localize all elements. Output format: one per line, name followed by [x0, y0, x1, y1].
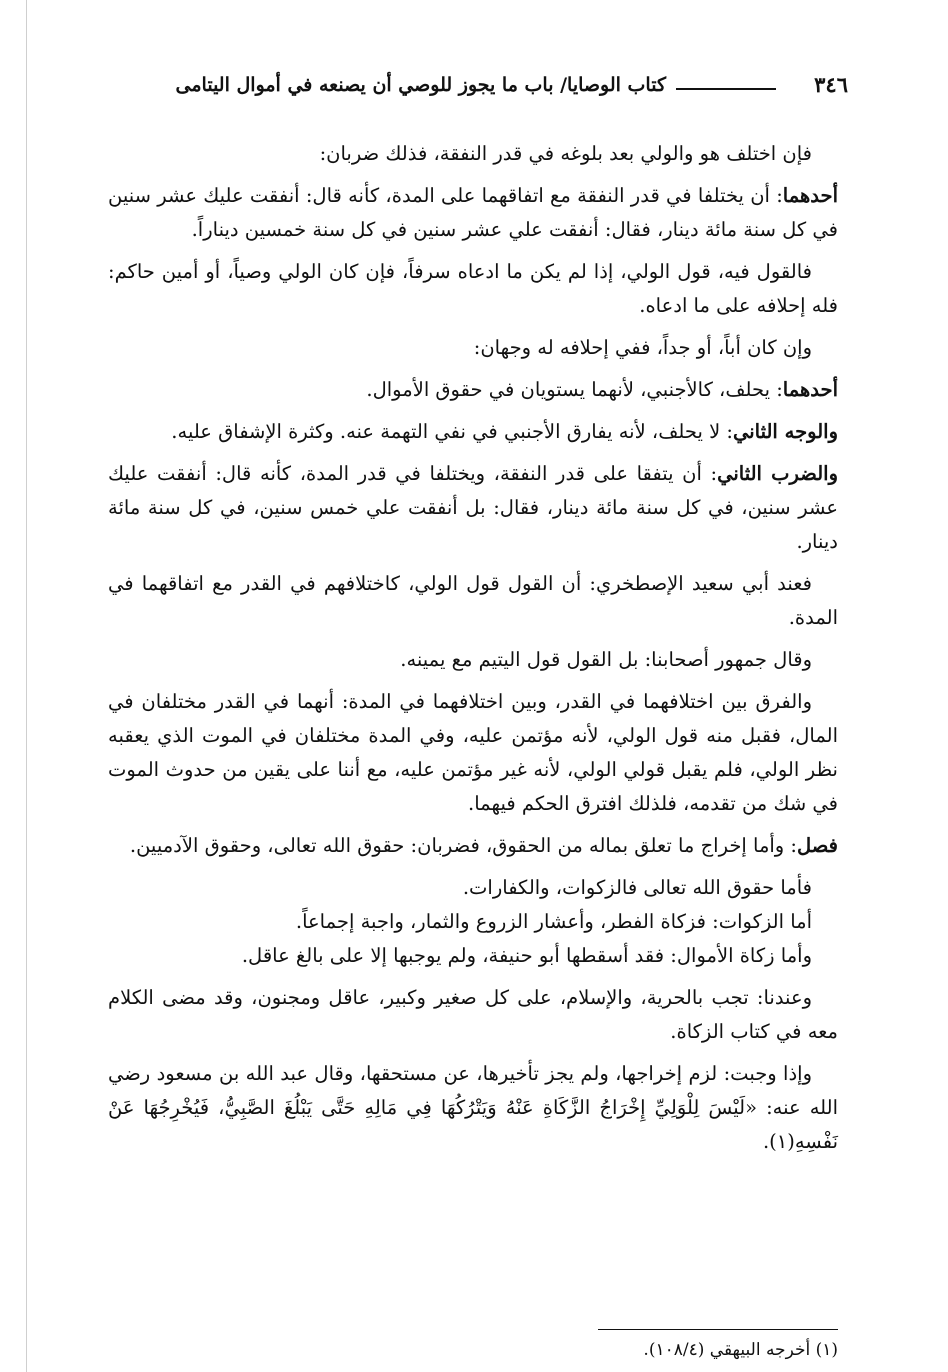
paragraph-lead: فصل	[797, 834, 838, 857]
paragraph-lead: أحدهما	[782, 184, 838, 207]
paragraph	[108, 255, 838, 323]
paragraph-text: فأما حقوق الله تعالى فالزكوات، والكفارات.	[462, 876, 812, 899]
header-rule	[676, 88, 776, 90]
paragraph-text: وإذا وجبت: لزم إخراجها، ولم يجز تأخيرها، عن مستحقها، وقال عبد الله بن مسعود رضي الله عنه: «لَيْسَ لِلْوَلِيِّ إِخْرَاجُ الزَّكَاةِ عَنْهُ وَيَتْرُكُهَا فِي مَالِهِ حَتَّى يَبْلُغَ الصَّبِيُّ، فَيُخْرِجُهَا عَنْ نَفْسِهِ(١).	[108, 1062, 838, 1153]
paragraph	[108, 415, 838, 449]
paragraph	[108, 871, 838, 905]
paragraph-text: وعندنا: تجب بالحرية، والإسلام، على كل صغير وكبير، عاقل ومجنون، وقد مضى الكلام معه في كتاب الزكاة.	[108, 986, 838, 1043]
paragraph	[108, 567, 838, 635]
paragraph-text: وإن كان أباً، أو جداً، ففي إحلافه له وجهان:	[473, 336, 812, 359]
paragraph-text: : لا يحلف، لأنه يفارق الأجنبي في نفي التهمة عنه. وكثرة الإشفاق عليه.	[171, 420, 733, 443]
paragraph	[108, 981, 838, 1049]
paragraph	[108, 829, 838, 863]
footnote: (١) أخرجه البيهقي (١٠٨/٤).	[643, 1340, 838, 1360]
page-number: ٣٤٦	[814, 72, 848, 97]
paragraph-lead: أحدهما	[782, 378, 838, 401]
paragraph-text: فإن اختلف هو والولي بعد بلوغه في قدر النفقة، فذلك ضربان:	[319, 142, 812, 165]
running-header	[70, 72, 848, 104]
paragraph-text: وقال جمهور أصحابنا: بل القول قول اليتيم مع يمينه.	[400, 648, 812, 671]
paragraph-text: : أن يختلفا في قدر النفقة مع اتفاقهما على المدة، كأنه قال: أنفقت عليك عشر سنين في كل سنة مائة دينار، فقال: أنفقت علي عشر سنين في كل سنة خمسين ديناراً.	[108, 184, 838, 241]
paragraph-text: فعند أبي سعيد الإصطخري: أن القول قول الولي، كاختلافهم في القدر مع اتفاقهما في المدة.	[108, 572, 838, 629]
paragraph-text: أما الزكوات: فزكاة الفطر، وأعشار الزروع والثمار، واجبة إجماعاً.	[295, 910, 812, 933]
paragraph	[108, 905, 838, 939]
paragraph-text: وأما زكاة الأموال: فقد أسقطها أبو حنيفة، ولم يوجبها إلا على بالغ عاقل.	[241, 944, 812, 967]
paragraph-text: : أن يتفقا على قدر النفقة، ويختلفا في قدر المدة، كأنه قال: أنفقت عليك عشر سنين، في كل سنة مائة دينار، فقال: بل أنفقت علي خمس سنين، في كل سنة مائة دينار.	[108, 462, 838, 553]
paragraph	[108, 137, 838, 171]
paragraph	[108, 643, 838, 677]
header-title: كتاب الوصايا/ باب ما يجوز للوصي أن يصنعه في أموال اليتامى	[175, 74, 666, 96]
paragraph	[108, 179, 838, 247]
paragraph-lead: والوجه الثاني	[732, 420, 838, 443]
paragraph-text: والفرق بين اختلافهما في القدر، وبين اختلافهما في المدة: أنهما في القدر مختلفان في المال، فقبل منه قول الولي، لأنه مؤتمن عليه، وفي المدة مختلفان في الموت الذي يعقبه نظر الولي، فلم يقبل قولي الولي، لأنه غير مؤتمن عليه، مع أننا على يقين من حدوث الموت في شك من تقدمه، فلذلك افترق الحكم فيهما.	[108, 690, 838, 815]
paragraph-text: : يحلف، كالأجنبي، لأنهما يستويان في حقوق الأموال.	[366, 378, 783, 401]
paragraph-lead: والضرب الثاني	[717, 462, 838, 485]
paragraph-text: : وأما إخراج ما تعلق بماله من الحقوق، فضربان: حقوق الله تعالى، وحقوق الآدميين.	[129, 834, 797, 857]
paragraph	[108, 457, 838, 559]
paragraph	[108, 331, 838, 365]
paragraph	[108, 939, 838, 973]
paragraph	[108, 373, 838, 407]
page-edge-line	[26, 0, 27, 1372]
footnote-separator	[598, 1329, 838, 1330]
paragraph-text: فالقول فيه، قول الولي، إذا لم يكن ما ادعاه سرفاً، فإن كان الولي وصياً، أو أمين حاكم: فله إحلافه على ما ادعاه.	[108, 260, 838, 317]
paragraph	[108, 1057, 838, 1159]
paragraph	[108, 685, 838, 821]
main-text	[108, 137, 838, 1167]
